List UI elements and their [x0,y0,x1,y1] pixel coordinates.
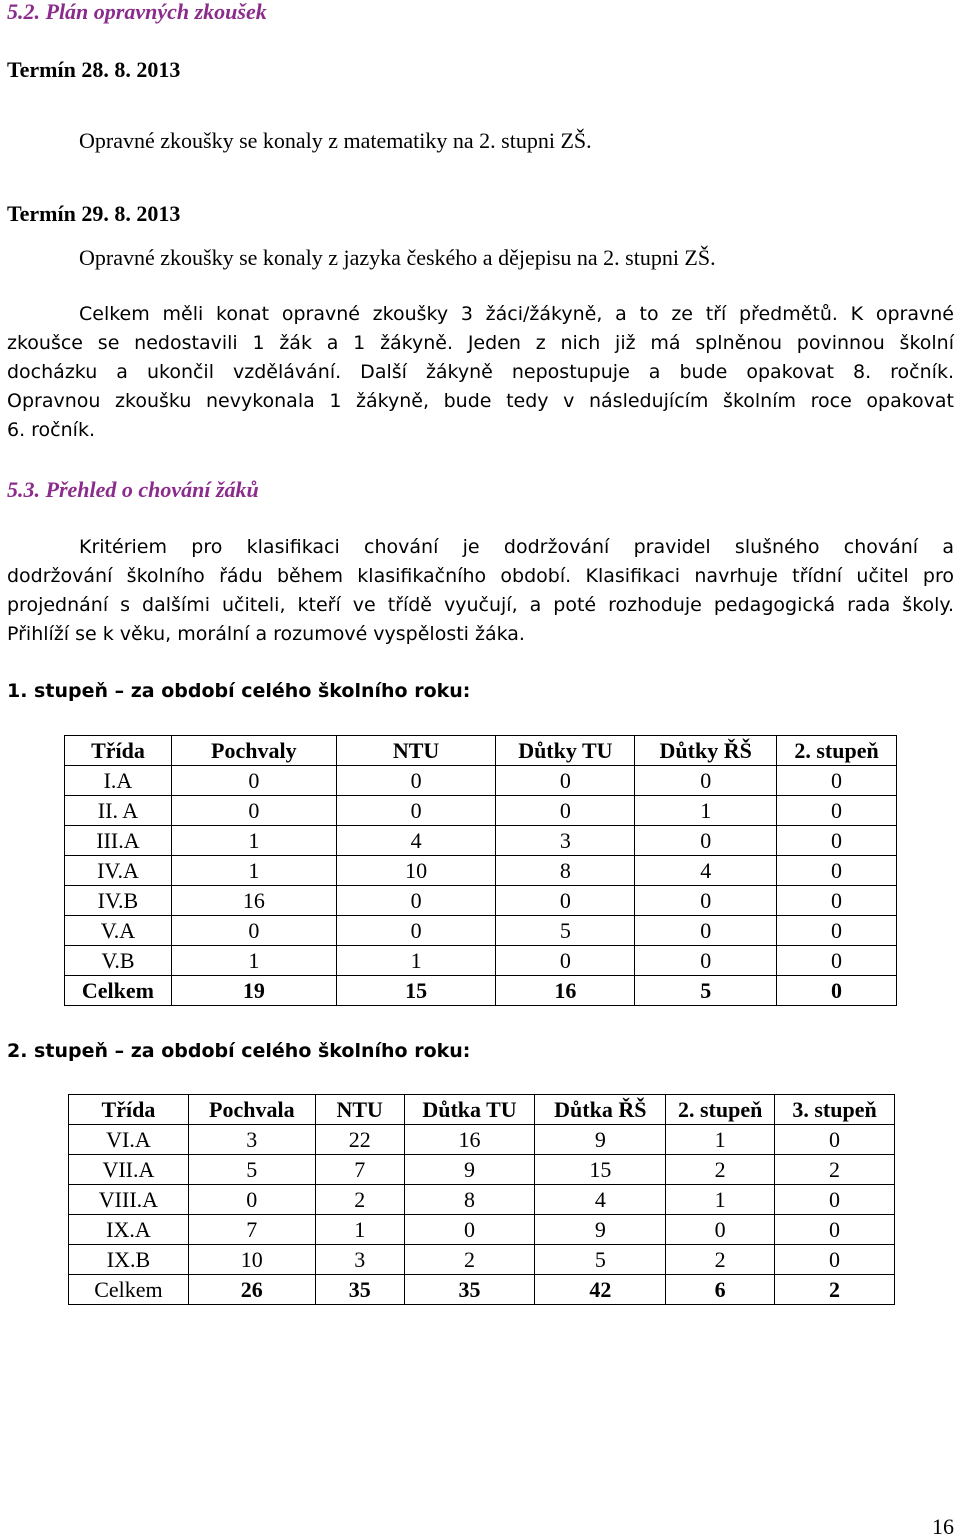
table-2-title: 2. stupeň – za období celého školního roku: [7,1040,471,1062]
table-cell: 10 [336,856,496,886]
table-row [69,1155,895,1185]
table-cell: 1 [171,826,336,856]
column-header: 2. stupeň [666,1095,775,1125]
table-cell: 0 [171,796,336,826]
table-cell: 0 [496,886,635,916]
table-cell: 3 [496,826,635,856]
table-cell: 5 [535,1245,666,1275]
table-cell: 0 [666,1215,775,1245]
table-cell: 0 [635,886,777,916]
table-cell: 0 [496,796,635,826]
table-cell: 0 [188,1185,315,1215]
table-cell: 2 [666,1155,775,1185]
table-row [69,1215,895,1245]
table-cell: 10 [188,1245,315,1275]
table-cell: 0 [777,916,897,946]
table-cell: 1 [666,1185,775,1215]
table-cell: V.A [65,916,172,946]
table-cell: 0 [171,766,336,796]
table-cell: 4 [336,826,496,856]
table-cell: 1 [635,796,777,826]
table-row [69,1245,895,1275]
summary-paragraph [7,300,954,445]
table-cell: 2 [666,1245,775,1275]
table-cell: 0 [777,976,897,1006]
table-cell: IV.B [65,886,172,916]
table-row [65,796,897,826]
table-cell: Celkem [65,976,172,1006]
table-cell: 0 [775,1245,895,1275]
summary-line: 6. ročník. [7,419,95,441]
table-cell: 0 [777,766,897,796]
table-cell: 26 [188,1275,315,1305]
column-header: Důtky TU [496,736,635,766]
table-total-row [65,976,897,1006]
table-cell: IX.A [69,1215,189,1245]
table-cell: II. A [65,796,172,826]
table-cell: 8 [404,1185,535,1215]
table-cell: 0 [496,946,635,976]
table-cell: 2 [404,1245,535,1275]
column-header: Důtka ŘŠ [535,1095,666,1125]
table-cell: 1 [171,856,336,886]
table-cell: 1 [666,1125,775,1155]
term-2-label: Termín 29. 8. 2013 [7,201,181,226]
table-cell: 5 [188,1155,315,1185]
table-row [65,856,897,886]
table-cell: 4 [635,856,777,886]
column-header: Třída [65,736,172,766]
table-cell: 0 [171,916,336,946]
column-header: Pochvala [188,1095,315,1125]
criteria-line: projednání s dalšími učiteli, kteří ve třídě vyučují, a poté rozhoduje pedagogická rada školy. [7,594,954,616]
criteria-line: Kritériem pro klasifikaci chování je dodržování pravidel slušného chování a [79,536,954,558]
table-cell: VII.A [69,1155,189,1185]
table-cell: 1 [171,946,336,976]
table-cell: 6 [666,1275,775,1305]
table-cell: 2 [315,1185,404,1215]
term-1-label: Termín 28. 8. 2013 [7,57,181,82]
table-row [69,1125,895,1155]
summary-line: Opravnou zkoušku nevykonala 1 žákyně, bude tedy v následujícím školním roce opakovat [7,390,954,412]
table-cell: 1 [315,1215,404,1245]
table-row [65,916,897,946]
table-cell: 0 [404,1215,535,1245]
table-row [65,886,897,916]
table-cell: IV.A [65,856,172,886]
table-cell: 16 [171,886,336,916]
section-heading-opravne-zkousky: 5.2. Plán opravných zkoušek [7,0,267,24]
table-cell: VI.A [69,1125,189,1155]
table-cell: 7 [188,1215,315,1245]
criteria-line: Přihlíží se k věku, morální a rozumové vyspělosti žáka. [7,623,525,645]
table-cell: 0 [336,766,496,796]
table-row [65,946,897,976]
table-cell: 0 [635,766,777,796]
table-cell: 2 [775,1275,895,1305]
table-cell: 0 [635,826,777,856]
summary-line: docházku a ukončil vzdělávání. Další žákyně nepostupuje a bude opakovat 8. ročník. [7,361,954,383]
table-2-stupen [68,1094,895,1305]
table-cell: 0 [777,796,897,826]
table-cell: 5 [496,916,635,946]
table-row [65,826,897,856]
table-cell: 8 [496,856,635,886]
table-cell: 15 [336,976,496,1006]
table-row [69,1185,895,1215]
criteria-line: dodržování školního řádu během klasifikačního období. Klasifikaci navrhuje třídní učitel pro [7,565,954,587]
table-cell: 0 [635,916,777,946]
table-cell: 0 [775,1185,895,1215]
table-1-title: 1. stupeň – za období celého školního roku: [7,680,471,702]
table-cell: 0 [777,946,897,976]
table-cell: Celkem [69,1275,189,1305]
table-cell: 1 [336,946,496,976]
table-cell: 16 [404,1125,535,1155]
table-header-row [65,736,897,766]
table-1-stupen [64,735,897,1006]
page-number: 16 [932,1514,954,1539]
table-row [65,766,897,796]
table-cell: 9 [404,1155,535,1185]
table-cell: 0 [635,946,777,976]
column-header: Pochvaly [171,736,336,766]
criteria-paragraph [7,533,954,649]
column-header: NTU [336,736,496,766]
table-cell: 0 [775,1215,895,1245]
table-cell: 4 [535,1185,666,1215]
table-cell: 3 [315,1245,404,1275]
term-1-text: Opravné zkoušky se konaly z matematiky na 2. stupni ZŠ. [79,128,592,153]
column-header: Důtka TU [404,1095,535,1125]
table-cell: 5 [635,976,777,1006]
table-cell: 15 [535,1155,666,1185]
column-header: 2. stupeň [777,736,897,766]
table-cell: 0 [496,766,635,796]
column-header: Důtky ŘŠ [635,736,777,766]
table-cell: III.A [65,826,172,856]
table-cell: 0 [336,796,496,826]
table-cell: 16 [496,976,635,1006]
summary-line: zkoušce se nedostavili 1 žák a 1 žákyně. Jeden z nich již má splněnou povinnou školní [7,332,954,354]
table-cell: 0 [775,1125,895,1155]
section-heading-chovani: 5.3. Přehled o chování žáků [7,477,259,502]
table-cell: 0 [336,886,496,916]
table-cell: 35 [315,1275,404,1305]
table-cell: 7 [315,1155,404,1185]
table-cell: VIII.A [69,1185,189,1215]
table-cell: 0 [777,826,897,856]
table-cell: V.B [65,946,172,976]
table-cell: 9 [535,1125,666,1155]
table-cell: 35 [404,1275,535,1305]
table-cell: IX.B [69,1245,189,1275]
table-cell: 0 [777,886,897,916]
table-cell: 3 [188,1125,315,1155]
table-cell: 0 [336,916,496,946]
table-header-row [69,1095,895,1125]
table-cell: 42 [535,1275,666,1305]
term-2-text: Opravné zkoušky se konaly z jazyka českého a dějepisu na 2. stupni ZŠ. [79,245,716,270]
table-cell: 9 [535,1215,666,1245]
table-cell: 2 [775,1155,895,1185]
table-cell: 22 [315,1125,404,1155]
summary-line: Celkem měli konat opravné zkoušky 3 žáci/žákyně, a to ze tří předmětů. K opravné [79,303,954,325]
table-cell: 0 [777,856,897,886]
table-total-row [69,1275,895,1305]
column-header: 3. stupeň [775,1095,895,1125]
table-cell: 19 [171,976,336,1006]
table-cell: I.A [65,766,172,796]
column-header: Třída [69,1095,189,1125]
column-header: NTU [315,1095,404,1125]
